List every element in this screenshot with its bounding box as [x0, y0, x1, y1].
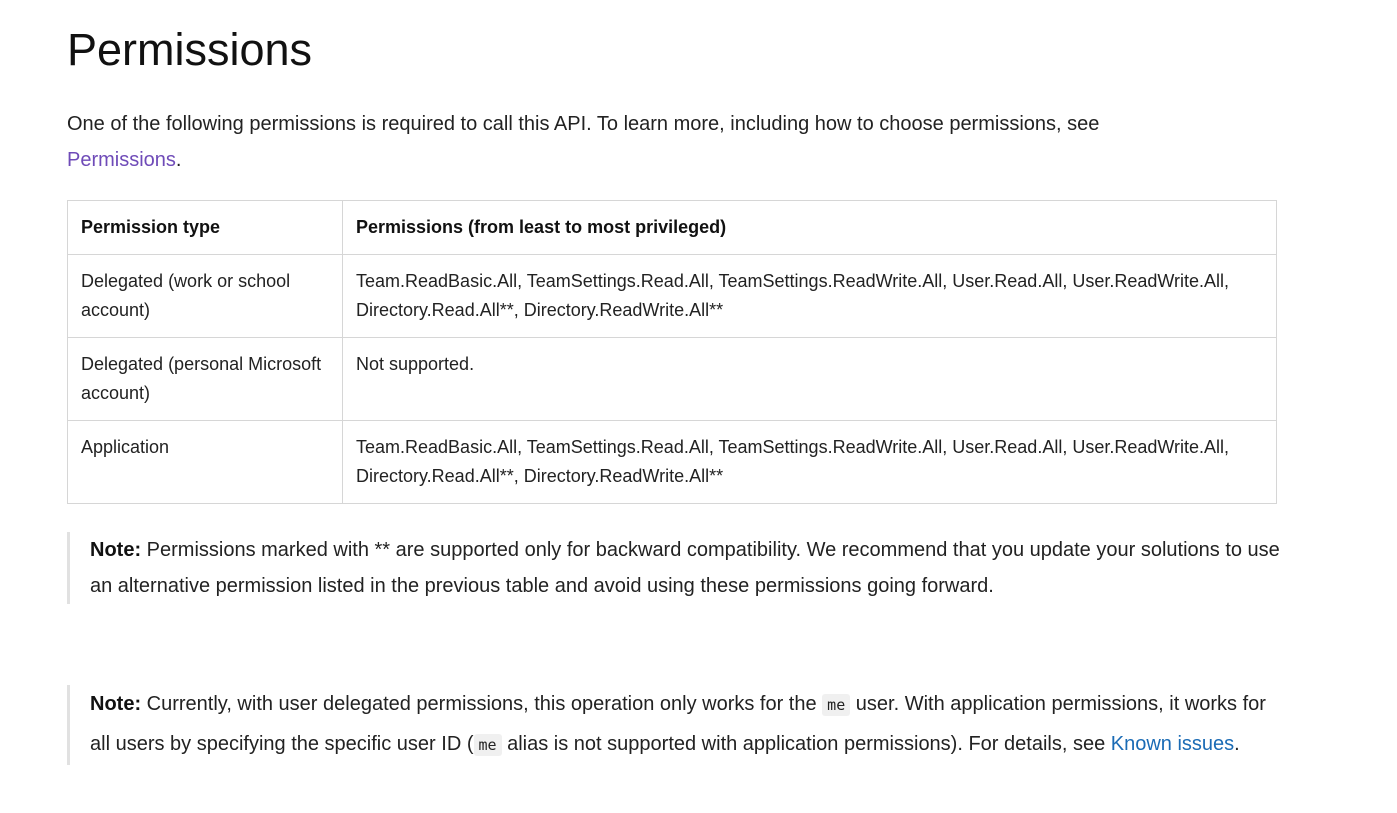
- note-text-part3: alias is not supported with application permissions). For details, see: [501, 733, 1111, 755]
- intro-end: .: [175, 149, 182, 171]
- permissions-cell: Not supported.: [343, 338, 1277, 421]
- permissions-cell: Team.ReadBasic.All, TeamSettings.Read.All, TeamSettings.ReadWrite.All, User.Read.All, User.ReadWrite.All, Directory.Read.All**, Directory.ReadWrite.All**: [343, 421, 1277, 504]
- note-end: .: [1234, 733, 1240, 755]
- note-delegated-permissions: [67, 685, 1290, 765]
- intro-text: One of the following permissions is required to call this API. To learn more, including how to choose permissions, see: [67, 113, 1100, 135]
- note-text-part1: Currently, with user delegated permissions, this operation only works for the: [141, 693, 823, 715]
- permissions-link[interactable]: Permissions: [67, 149, 176, 171]
- note-backward-compatibility: [67, 532, 1290, 604]
- header-permissions: Permissions (from least to most privileged): [343, 201, 1277, 255]
- intro-paragraph: [67, 106, 1287, 178]
- permissions-cell: Team.ReadBasic.All, TeamSettings.Read.All, TeamSettings.ReadWrite.All, User.Read.All, User.ReadWrite.All, Directory.Read.All**, Directory.ReadWrite.All**: [343, 255, 1277, 338]
- permission-type-cell: Application: [68, 421, 343, 504]
- code-me: me: [822, 694, 850, 716]
- note-label: Note:: [90, 693, 142, 715]
- permission-type-cell: Delegated (personal Microsoft account): [68, 338, 343, 421]
- permission-type-cell: Delegated (work or school account): [68, 255, 343, 338]
- table-header-row: [68, 201, 1277, 255]
- note-text: Permissions marked with ** are supported only for backward compatibility. We recommend that you update your solutions to use an alternative permission listed in the previous table and avoid using these permissions going forward.: [90, 539, 1280, 597]
- page-title: Permissions: [67, 24, 313, 75]
- code-me: me: [474, 734, 502, 756]
- header-permission-type: Permission type: [68, 201, 343, 255]
- permissions-table: [67, 200, 1277, 504]
- note-label: Note:: [90, 539, 142, 561]
- table-row: [68, 255, 1277, 338]
- known-issues-link[interactable]: Known issues: [1110, 733, 1235, 755]
- note-text-part2: user. With application permissions, it works for all users by specifying the specific user ID (: [90, 693, 1266, 755]
- table-row: [68, 338, 1277, 421]
- table-row: [68, 421, 1277, 504]
